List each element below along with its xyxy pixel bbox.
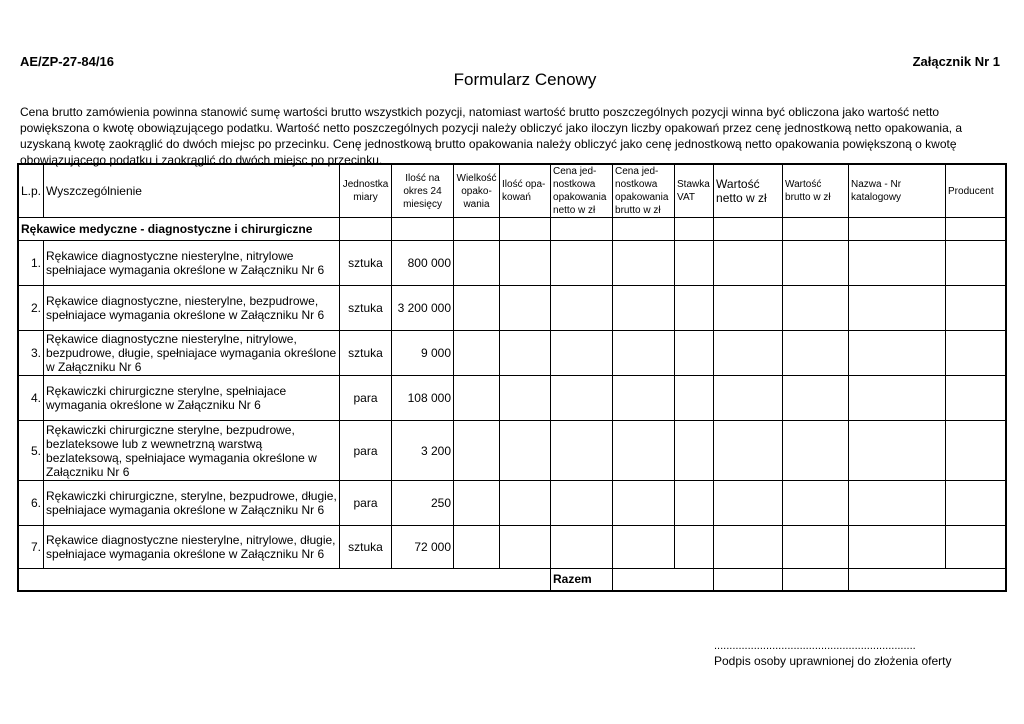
cell-unit-price-net[interactable]	[551, 421, 613, 481]
table-row	[18, 481, 1006, 526]
cell-producer[interactable]	[946, 331, 1006, 376]
cell-value-gross[interactable]	[783, 241, 849, 286]
cell-producer[interactable]	[946, 421, 1006, 481]
cell-producer[interactable]	[946, 286, 1006, 331]
row-quantity: 3 200 000	[392, 286, 454, 331]
signature-line: ..................................................................	[714, 640, 916, 652]
col-description: Wyszczególnienie	[44, 164, 340, 218]
cell-package-size[interactable]	[454, 241, 500, 286]
row-description: Rękawice diagnostyczne niesterylne, nitrylowe, długie, spełniajace wymagania określone w Załączniku Nr 6	[44, 526, 340, 569]
cell-unit-price-gross[interactable]	[613, 286, 675, 331]
cell-value-net[interactable]	[714, 241, 783, 286]
row-quantity: 3 200	[392, 421, 454, 481]
cell-unit-price-gross[interactable]	[613, 376, 675, 421]
cell-package-count[interactable]	[500, 331, 551, 376]
cell-package-count[interactable]	[500, 421, 551, 481]
cell-value-gross[interactable]	[783, 286, 849, 331]
cell-producer[interactable]	[946, 481, 1006, 526]
col-package-count: Ilość opa-kowań	[500, 164, 551, 218]
row-description: Rękawice diagnostyczne, niesterylne, bezpudrowe, spełniajace wymagania określone w Załączniku Nr 6	[44, 286, 340, 331]
document-reference: AE/ZP-27-84/16	[20, 54, 114, 69]
cell-value-net[interactable]	[714, 376, 783, 421]
cell-vat[interactable]	[675, 376, 714, 421]
row-quantity: 108 000	[392, 376, 454, 421]
row-lp: 1.	[18, 241, 44, 286]
row-lp: 7.	[18, 526, 44, 569]
table-row	[18, 526, 1006, 569]
table-row	[18, 241, 1006, 286]
cell-unit-price-net[interactable]	[551, 286, 613, 331]
table-row	[18, 331, 1006, 376]
cell-vat[interactable]	[675, 286, 714, 331]
cell-name-catalog[interactable]	[849, 241, 946, 286]
total-row	[18, 569, 1006, 591]
row-description: Rękawiczki chirurgiczne, sterylne, bezpudrowe, długie, spełniajace wymagania określone w Załączniku Nr 6	[44, 481, 340, 526]
intro-text: Cena brutto zamówienia powinna stanowić sumę wartości brutto wszystkich pozycji, natomiast wartość brutto poszczególnych pozycji winna być obliczona jako wartość netto powiększona o kwotę obowiązującego podatku. Wartość netto poszczególnych pozycji należy obliczyć jako iloczyn liczby opakowań przez cenę jednostkową netto opakowania, a uzyskaną kwotę zaokrąglić do dwóch miejsc po przecinku. Cenę jednostkową brutto opakowania należy obliczyć jako cenę jednostkową netto opakowania powiększoną o kwotę obowiązującego podatku i zaokrąglić do dwóch miejsc po przecinku.	[20, 105, 963, 167]
row-lp: 5.	[18, 421, 44, 481]
cell-value-net[interactable]	[714, 481, 783, 526]
row-lp: 2.	[18, 286, 44, 331]
cell-package-size[interactable]	[454, 286, 500, 331]
total-value-net[interactable]	[714, 569, 783, 591]
cell-value-net[interactable]	[714, 526, 783, 569]
cell-producer[interactable]	[946, 526, 1006, 569]
table-header-row	[18, 164, 1006, 218]
cell-package-count[interactable]	[500, 481, 551, 526]
cell-value-net[interactable]	[714, 331, 783, 376]
cell-vat[interactable]	[675, 331, 714, 376]
cell-value-net[interactable]	[714, 286, 783, 331]
cell-package-count[interactable]	[500, 526, 551, 569]
cell-package-count[interactable]	[500, 286, 551, 331]
cell-package-size[interactable]	[454, 481, 500, 526]
row-description: Rękawice diagnostyczne niesterylne, nitrylowe, bezpudrowe, długie, spełniajace wymagania określone w Załączniku Nr 6	[44, 331, 340, 376]
col-lp: L.p.	[18, 164, 44, 218]
row-unit: para	[340, 376, 392, 421]
cell-unit-price-net[interactable]	[551, 376, 613, 421]
col-unit-price-gross: Cena jed-nostkowa opakowania brutto w zł	[613, 164, 675, 218]
cell-value-gross[interactable]	[783, 526, 849, 569]
cell-vat[interactable]	[675, 481, 714, 526]
cell-unit-price-gross[interactable]	[613, 421, 675, 481]
cell-package-size[interactable]	[454, 421, 500, 481]
table-row	[18, 421, 1006, 481]
col-unit-price-net: Cena jed-nostkowa opakowania netto w zł	[551, 164, 613, 218]
col-quantity: Ilość na okres 24 miesięcy	[392, 164, 454, 218]
cell-unit-price-gross[interactable]	[613, 481, 675, 526]
col-package-size: Wielkość opako-wania	[454, 164, 500, 218]
row-quantity: 250	[392, 481, 454, 526]
cell-unit-price-net[interactable]	[551, 481, 613, 526]
col-vat: Stawka VAT	[675, 164, 714, 218]
cell-package-count[interactable]	[500, 376, 551, 421]
row-lp: 3.	[18, 331, 44, 376]
cell-value-gross[interactable]	[783, 481, 849, 526]
cell-producer[interactable]	[946, 376, 1006, 421]
section-row	[18, 218, 1006, 241]
cell-name-catalog[interactable]	[849, 331, 946, 376]
cell-unit-price-gross[interactable]	[613, 331, 675, 376]
row-unit: sztuka	[340, 286, 392, 331]
cell-producer[interactable]	[946, 241, 1006, 286]
row-quantity: 9 000	[392, 331, 454, 376]
price-table	[17, 163, 1007, 592]
cell-name-catalog[interactable]	[849, 421, 946, 481]
cell-package-size[interactable]	[454, 376, 500, 421]
col-unit: Jednostka miary	[340, 164, 392, 218]
cell-name-catalog[interactable]	[849, 526, 946, 569]
row-unit: para	[340, 481, 392, 526]
section-title: Rękawice medyczne - diagnostyczne i chirurgiczne	[18, 218, 340, 241]
col-value-net: Wartość netto w zł	[714, 164, 783, 218]
cell-name-catalog[interactable]	[849, 481, 946, 526]
row-unit: sztuka	[340, 331, 392, 376]
table-row	[18, 376, 1006, 421]
cell-unit-price-net[interactable]	[551, 331, 613, 376]
attachment-label: Załącznik Nr 1	[912, 54, 1000, 69]
page-title: Formularz Cenowy	[453, 70, 597, 89]
cell-name-catalog[interactable]	[849, 376, 946, 421]
total-label: Razem	[551, 569, 613, 591]
cell-unit-price-net[interactable]	[551, 241, 613, 286]
row-unit: para	[340, 421, 392, 481]
cell-package-count[interactable]	[500, 241, 551, 286]
col-value-gross: Wartość brutto w zł	[783, 164, 849, 218]
cell-value-gross[interactable]	[783, 376, 849, 421]
row-unit: sztuka	[340, 526, 392, 569]
row-description: Rękawiczki chirurgiczne sterylne, spełniajace wymagania określone w Załączniku Nr 6	[44, 376, 340, 421]
row-lp: 4.	[18, 376, 44, 421]
cell-unit-price-net[interactable]	[551, 526, 613, 569]
cell-vat[interactable]	[675, 526, 714, 569]
cell-vat[interactable]	[675, 241, 714, 286]
row-quantity: 800 000	[392, 241, 454, 286]
table-row	[18, 286, 1006, 331]
cell-name-catalog[interactable]	[849, 286, 946, 331]
cell-unit-price-gross[interactable]	[613, 526, 675, 569]
row-description: Rękawiczki chirurgiczne sterylne, bezpudrowe, bezlateksowe lub z wewnetrzną warstwą bezlateksową, spełniajace wymagania określone w Załączniku Nr 6	[44, 421, 340, 481]
row-lp: 6.	[18, 481, 44, 526]
cell-value-net[interactable]	[714, 421, 783, 481]
cell-value-gross[interactable]	[783, 331, 849, 376]
total-value-gross[interactable]	[783, 569, 849, 591]
signature-label: Podpis osoby uprawnionej do złożenia oferty	[714, 654, 952, 668]
row-unit: sztuka	[340, 241, 392, 286]
cell-unit-price-gross[interactable]	[613, 241, 675, 286]
cell-vat[interactable]	[675, 421, 714, 481]
row-description: Rękawice diagnostyczne niesterylne, nitrylowe spełniajace wymagania określone w Załączniku Nr 6	[44, 241, 340, 286]
cell-package-size[interactable]	[454, 331, 500, 376]
cell-package-size[interactable]	[454, 526, 500, 569]
cell-value-gross[interactable]	[783, 421, 849, 481]
row-quantity: 72 000	[392, 526, 454, 569]
col-name-catalog: Nazwa - Nr katalogowy	[849, 164, 946, 218]
col-producer: Producent	[946, 164, 1006, 218]
